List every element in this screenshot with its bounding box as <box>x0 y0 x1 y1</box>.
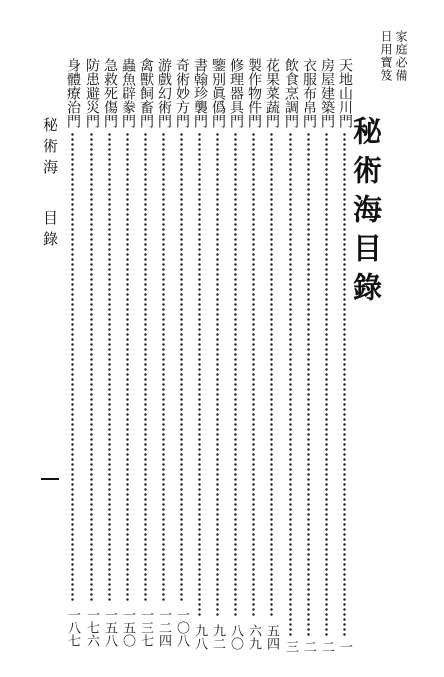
toc-leader-dots <box>144 132 147 602</box>
toc-entry-page: 五四 <box>264 624 279 650</box>
toc-entry-name: 蟲魚辟豢門 <box>120 58 136 128</box>
toc-entry-page: 一二四 <box>156 608 171 647</box>
toc-leader-dots <box>180 132 183 602</box>
publisher-line-2: 日用寶笈 <box>379 30 393 82</box>
toc-entry-name: 奇術妙方門 <box>174 58 190 128</box>
toc-entry-name: 房屋建築門 <box>319 58 335 128</box>
toc-entry-name: 修理器具門 <box>228 58 244 128</box>
toc-leader-dots <box>198 132 201 618</box>
toc-entry-page: 一五〇 <box>120 608 135 647</box>
toc-leader-dots <box>108 132 111 602</box>
toc-entry <box>193 58 207 658</box>
toc-entry-page: 一五八 <box>102 608 117 647</box>
publisher-line-1: 家庭必備 <box>394 30 408 82</box>
toc-entry-name: 鑒別眞僞門 <box>210 58 226 128</box>
toc-leader-dots <box>307 132 310 636</box>
toc-entry <box>103 58 117 658</box>
toc-leader-dots <box>252 132 255 618</box>
toc-entry <box>211 58 225 658</box>
toc-entry-name: 身體療治門 <box>65 58 81 128</box>
toc-entry <box>66 58 80 658</box>
toc-entry-name: 花果菜蔬門 <box>264 58 280 128</box>
toc-entry <box>175 58 189 658</box>
toc-entry-page: 八〇 <box>228 624 243 650</box>
toc-entry-page: 六九 <box>246 624 261 650</box>
toc-entry-name: 衣服布帛門 <box>301 58 317 128</box>
toc-entry <box>302 58 316 658</box>
toc-entry-name: 急救死傷門 <box>102 58 118 128</box>
folio-number-one <box>41 478 59 480</box>
toc-entry-page: 一 <box>337 640 352 653</box>
toc-leader-dots <box>126 132 129 602</box>
toc-entry-page: 九八 <box>192 624 207 650</box>
toc-entry <box>229 58 243 658</box>
toc-entry <box>265 58 279 658</box>
toc-leader-dots <box>343 132 346 636</box>
toc-entry <box>157 58 171 658</box>
toc-entry <box>284 58 298 658</box>
toc-entry-page: 二 <box>319 640 334 653</box>
toc-entry-name: 防患避災門 <box>84 58 100 128</box>
toc-leader-dots <box>162 132 165 602</box>
toc-leader-dots <box>234 132 237 618</box>
toc-entry <box>85 58 99 658</box>
toc-leader-dots <box>216 132 219 618</box>
book-title: 秘術海目錄 <box>349 116 383 311</box>
toc-entry-name: 游戲幻術門 <box>156 58 172 128</box>
toc-entry-page: 三 <box>283 640 298 653</box>
toc-entry-name: 天地山川門 <box>337 58 353 128</box>
toc-entry-page: 一八七 <box>65 608 80 647</box>
toc-entry-page: 一三七 <box>138 608 153 647</box>
toc-entry-page: 一七六 <box>84 608 99 647</box>
toc-entry-page: 九二 <box>210 624 225 650</box>
toc-entry <box>121 58 135 658</box>
toc-entry-page: 一〇八 <box>174 608 189 647</box>
toc-entry-name: 製作物件門 <box>246 58 262 128</box>
toc-entry <box>247 58 261 658</box>
toc-entry-page: 二 <box>301 640 316 653</box>
toc-leader-dots <box>325 132 328 636</box>
toc-entry-name: 書翰珍襲門 <box>192 58 208 128</box>
toc-entry <box>139 58 153 658</box>
toc-leader-dots <box>270 132 273 618</box>
toc-leader-dots <box>289 132 292 636</box>
toc-leader-dots <box>90 132 93 602</box>
margin-book-title: 秘術海 <box>41 117 59 180</box>
toc-entry-name: 禽獸飼畜門 <box>138 58 154 128</box>
toc-entry <box>338 58 352 658</box>
toc-entry-name: 飲食烹調門 <box>283 58 299 128</box>
toc-leader-dots <box>71 132 74 602</box>
margin-section-label: 目錄 <box>41 210 59 252</box>
toc-entry <box>320 58 334 658</box>
